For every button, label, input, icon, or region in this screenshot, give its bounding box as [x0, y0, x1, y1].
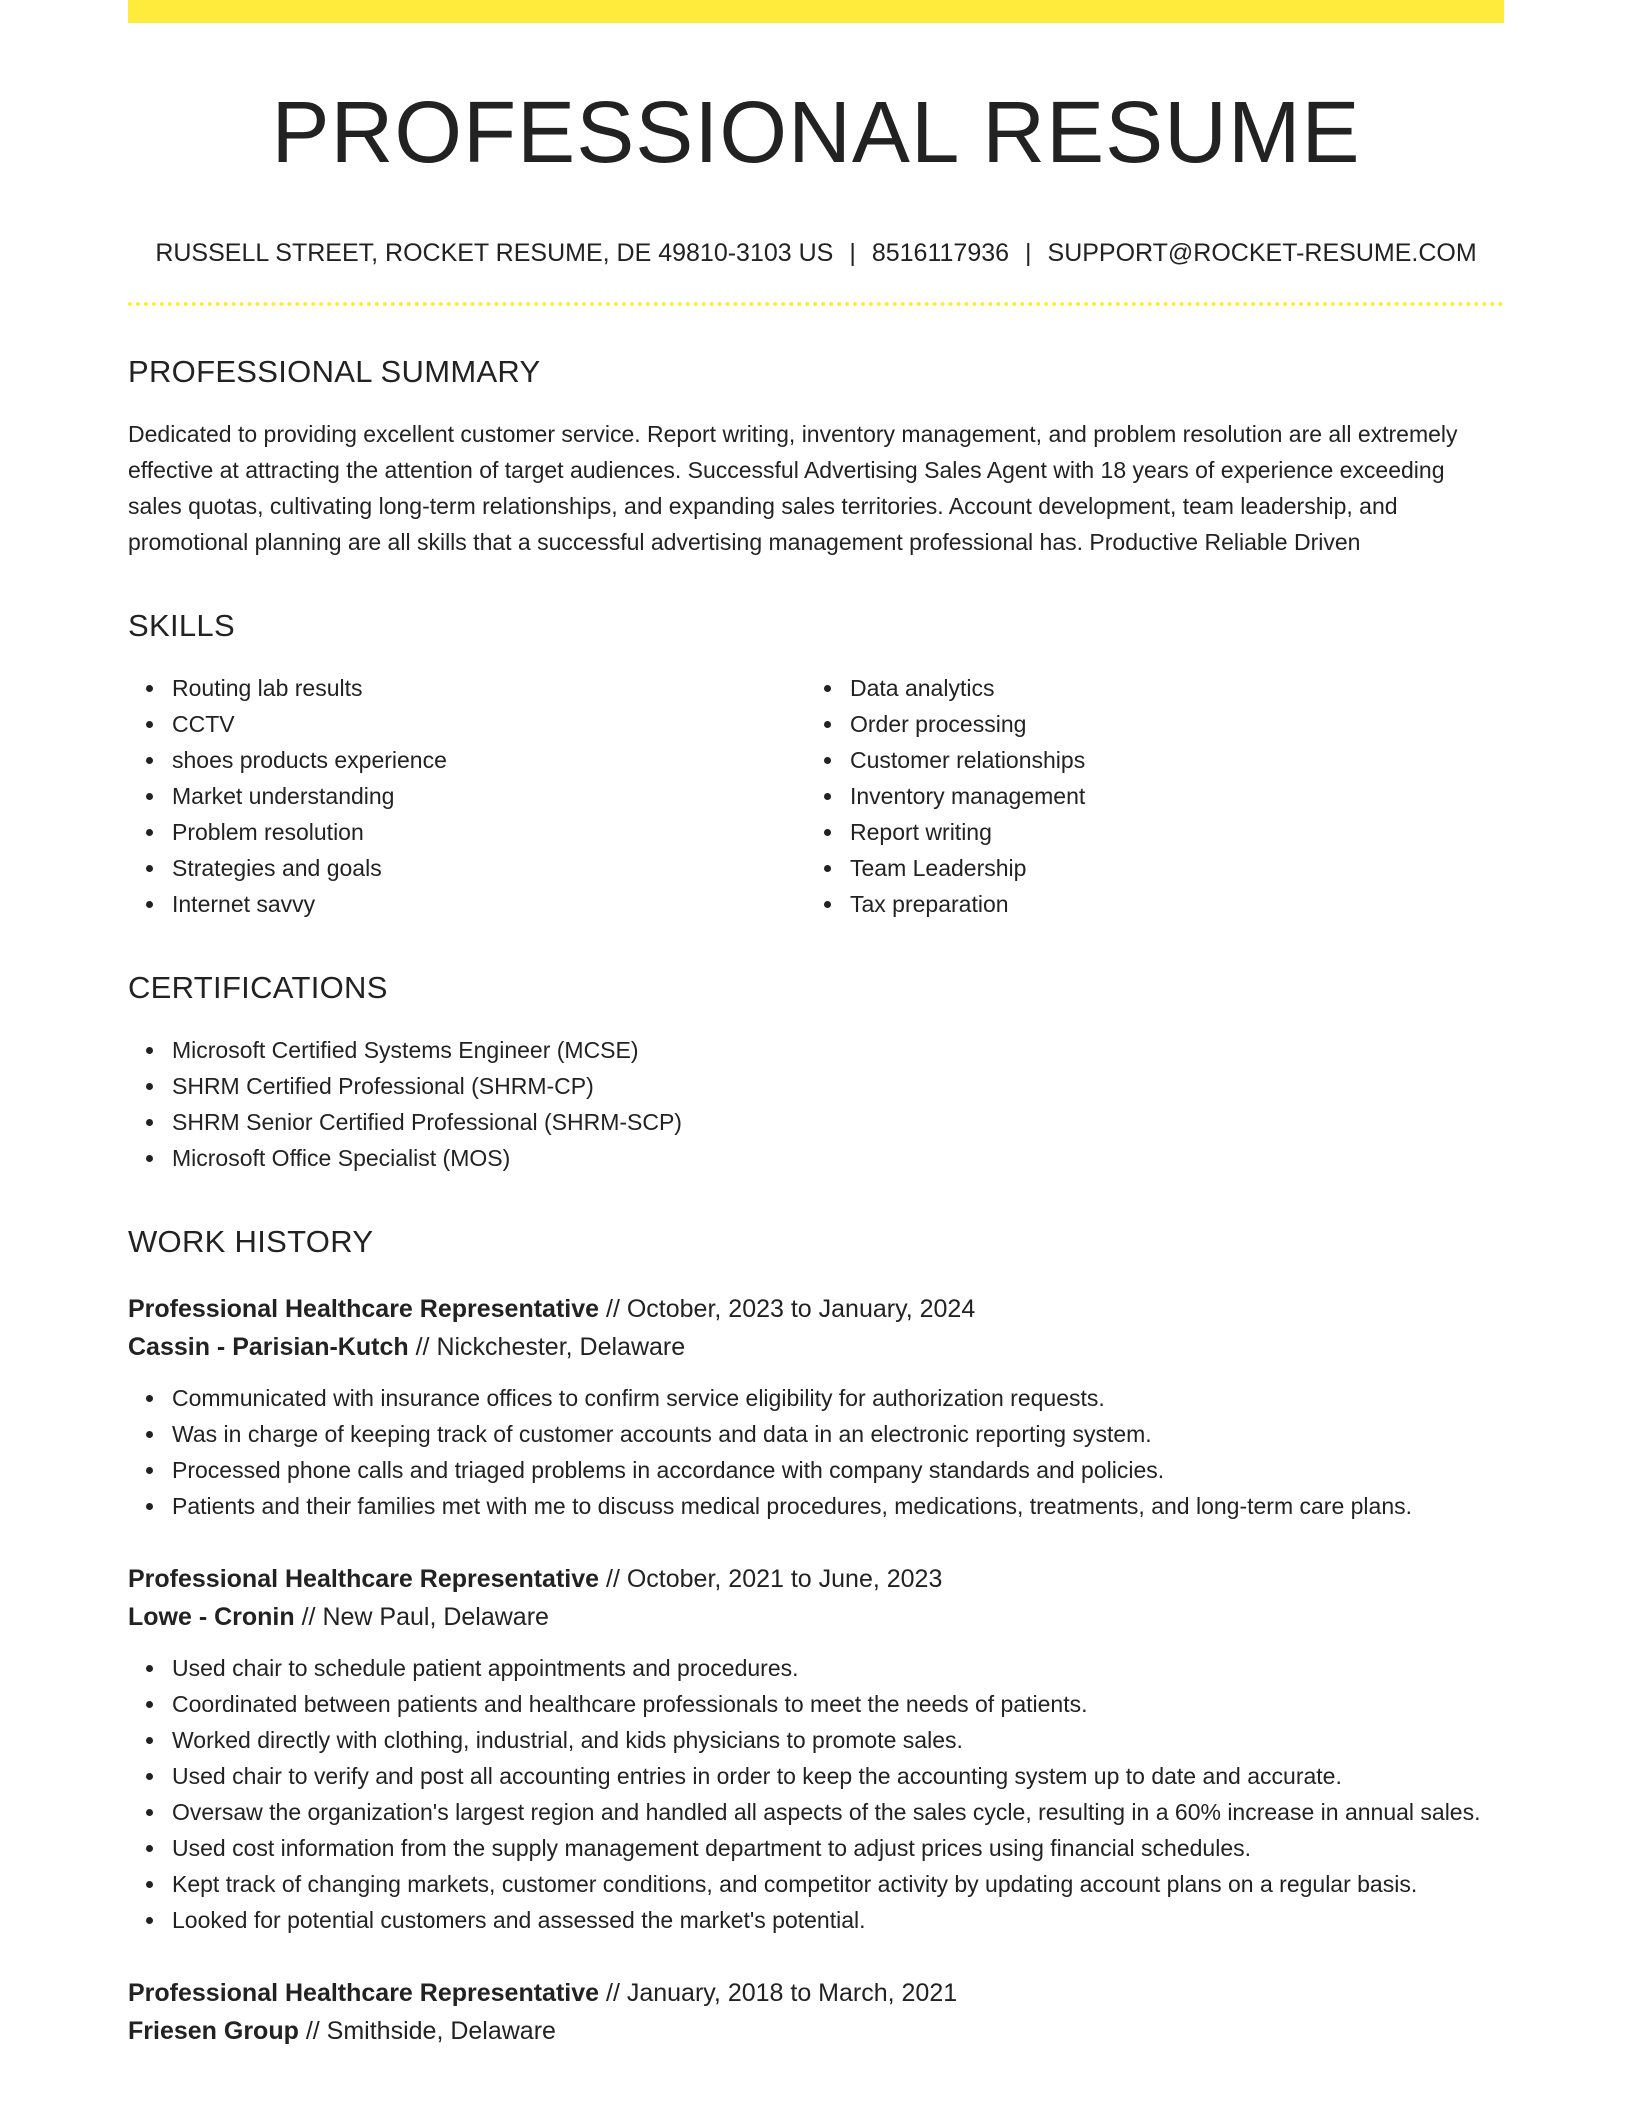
list-item: Report writing	[806, 814, 1484, 850]
job-entry	[128, 1560, 1504, 1938]
list-item: Data analytics	[806, 670, 1484, 706]
company-line	[128, 1328, 1504, 1366]
resume-page	[128, 0, 1504, 2050]
dotted-divider	[128, 302, 1504, 306]
resume-title: PROFESSIONAL RESUME	[271, 84, 1361, 181]
list-item: Patients and their families met with me to discuss medical procedures, medications, treatments, and long-term care plans.	[128, 1488, 1504, 1524]
list-item: Strategies and goals	[128, 850, 806, 886]
company-location: Smithside, Delaware	[326, 2017, 556, 2045]
skills-list-left	[128, 670, 806, 922]
list-item: Internet savvy	[128, 886, 806, 922]
summary-text: Dedicated to providing excellent customer service. Report writing, inventory management, and problem resolution are all extremely effective at attracting the attention of target audiences. Successful Advertising Sales Agent with 18 years of experience exceeding sales quotas, cultivating long-term relationships, and expanding sales territories. Account development, team leadership, and promotional planning are all skills that a successful advertising management professional has. Productive Reliable Driven	[128, 421, 1458, 555]
separator: //	[298, 2017, 327, 2045]
list-item: Communicated with insurance offices to confirm service eligibility for authorization requests.	[128, 1380, 1504, 1416]
accent-top-bar	[128, 0, 1504, 23]
certifications-list	[128, 1032, 1504, 1176]
job-title-line	[128, 1560, 1504, 1598]
email-link[interactable]: SUPPORT@ROCKET-RESUME.COM	[1047, 239, 1477, 267]
list-item: Problem resolution	[128, 814, 806, 850]
job-title: Professional Healthcare Representative	[128, 1295, 600, 1323]
list-item: SHRM Senior Certified Professional (SHRM-SCP)	[128, 1104, 1504, 1140]
job-title-line	[128, 1974, 1504, 2012]
list-item: Used chair to schedule patient appointments and procedures.	[128, 1650, 1504, 1686]
contact-separator: |	[849, 239, 856, 267]
company-name: Lowe - Cronin	[128, 1603, 295, 1631]
list-item: CCTV	[128, 706, 806, 742]
job-bullets	[128, 1650, 1504, 1938]
list-item: Oversaw the organization's largest region and handled all aspects of the sales cycle, resulting in a 60% increase in annual sales.	[128, 1794, 1504, 1830]
list-item: Routing lab results	[128, 670, 806, 706]
list-item: Order processing	[806, 706, 1484, 742]
address: RUSSELL STREET, ROCKET RESUME, DE 49810-3103 US	[155, 239, 834, 267]
phone: 8516117936	[871, 239, 1010, 267]
list-item: shoes products experience	[128, 742, 806, 778]
company-location: Nickchester, Delaware	[436, 1333, 686, 1361]
summary-heading: PROFESSIONAL SUMMARY	[128, 354, 541, 389]
list-item: Team Leadership	[806, 850, 1484, 886]
company-name: Friesen Group	[128, 2017, 299, 2045]
job-entry	[128, 1974, 1504, 2050]
separator: //	[599, 1295, 627, 1323]
job-title: Professional Healthcare Representative	[128, 1979, 600, 2007]
list-item: Kept track of changing markets, customer conditions, and competitor activity by updating account plans on a regular basis.	[128, 1866, 1504, 1902]
list-item: Was in charge of keeping track of customer accounts and data in an electronic reporting system.	[128, 1416, 1504, 1452]
skills-columns	[128, 670, 1504, 922]
separator: //	[599, 1979, 627, 2007]
list-item: Used chair to verify and post all accounting entries in order to keep the accounting system up to date and accurate.	[128, 1758, 1504, 1794]
job-entry	[128, 1290, 1504, 1524]
work-history-heading: WORK HISTORY	[128, 1224, 374, 1259]
separator: //	[408, 1333, 437, 1361]
contact-line	[128, 237, 1504, 269]
list-item: Used cost information from the supply management department to adjust prices using financial schedules.	[128, 1830, 1504, 1866]
list-item: Processed phone calls and triaged problems in accordance with company standards and policies.	[128, 1452, 1504, 1488]
job-title: Professional Healthcare Representative	[128, 1565, 600, 1593]
job-dates: October, 2021 to June, 2023	[626, 1565, 943, 1593]
company-line	[128, 2012, 1504, 2050]
list-item: Customer relationships	[806, 742, 1484, 778]
list-item: SHRM Certified Professional (SHRM-CP)	[128, 1068, 1504, 1104]
list-item: Market understanding	[128, 778, 806, 814]
certifications-heading: CERTIFICATIONS	[128, 970, 388, 1005]
company-name: Cassin - Parisian-Kutch	[128, 1333, 409, 1361]
list-item: Coordinated between patients and healthcare professionals to meet the needs of patients.	[128, 1686, 1504, 1722]
list-item: Microsoft Certified Systems Engineer (MCSE)	[128, 1032, 1504, 1068]
company-line	[128, 1598, 1504, 1636]
list-item: Inventory management	[806, 778, 1484, 814]
job-bullets	[128, 1380, 1504, 1524]
separator: //	[599, 1565, 627, 1593]
skills-heading: SKILLS	[128, 608, 235, 643]
list-item: Microsoft Office Specialist (MOS)	[128, 1140, 1504, 1176]
job-dates: January, 2018 to March, 2021	[626, 1979, 958, 2007]
contact-separator: |	[1025, 239, 1032, 267]
list-item: Worked directly with clothing, industrial, and kids physicians to promote sales.	[128, 1722, 1504, 1758]
job-title-line	[128, 1290, 1504, 1328]
job-dates: October, 2023 to January, 2024	[626, 1295, 976, 1323]
skills-list-right	[806, 670, 1484, 922]
list-item: Tax preparation	[806, 886, 1484, 922]
list-item: Looked for potential customers and assessed the market's potential.	[128, 1902, 1504, 1938]
separator: //	[294, 1603, 323, 1631]
company-location: New Paul, Delaware	[322, 1603, 549, 1631]
